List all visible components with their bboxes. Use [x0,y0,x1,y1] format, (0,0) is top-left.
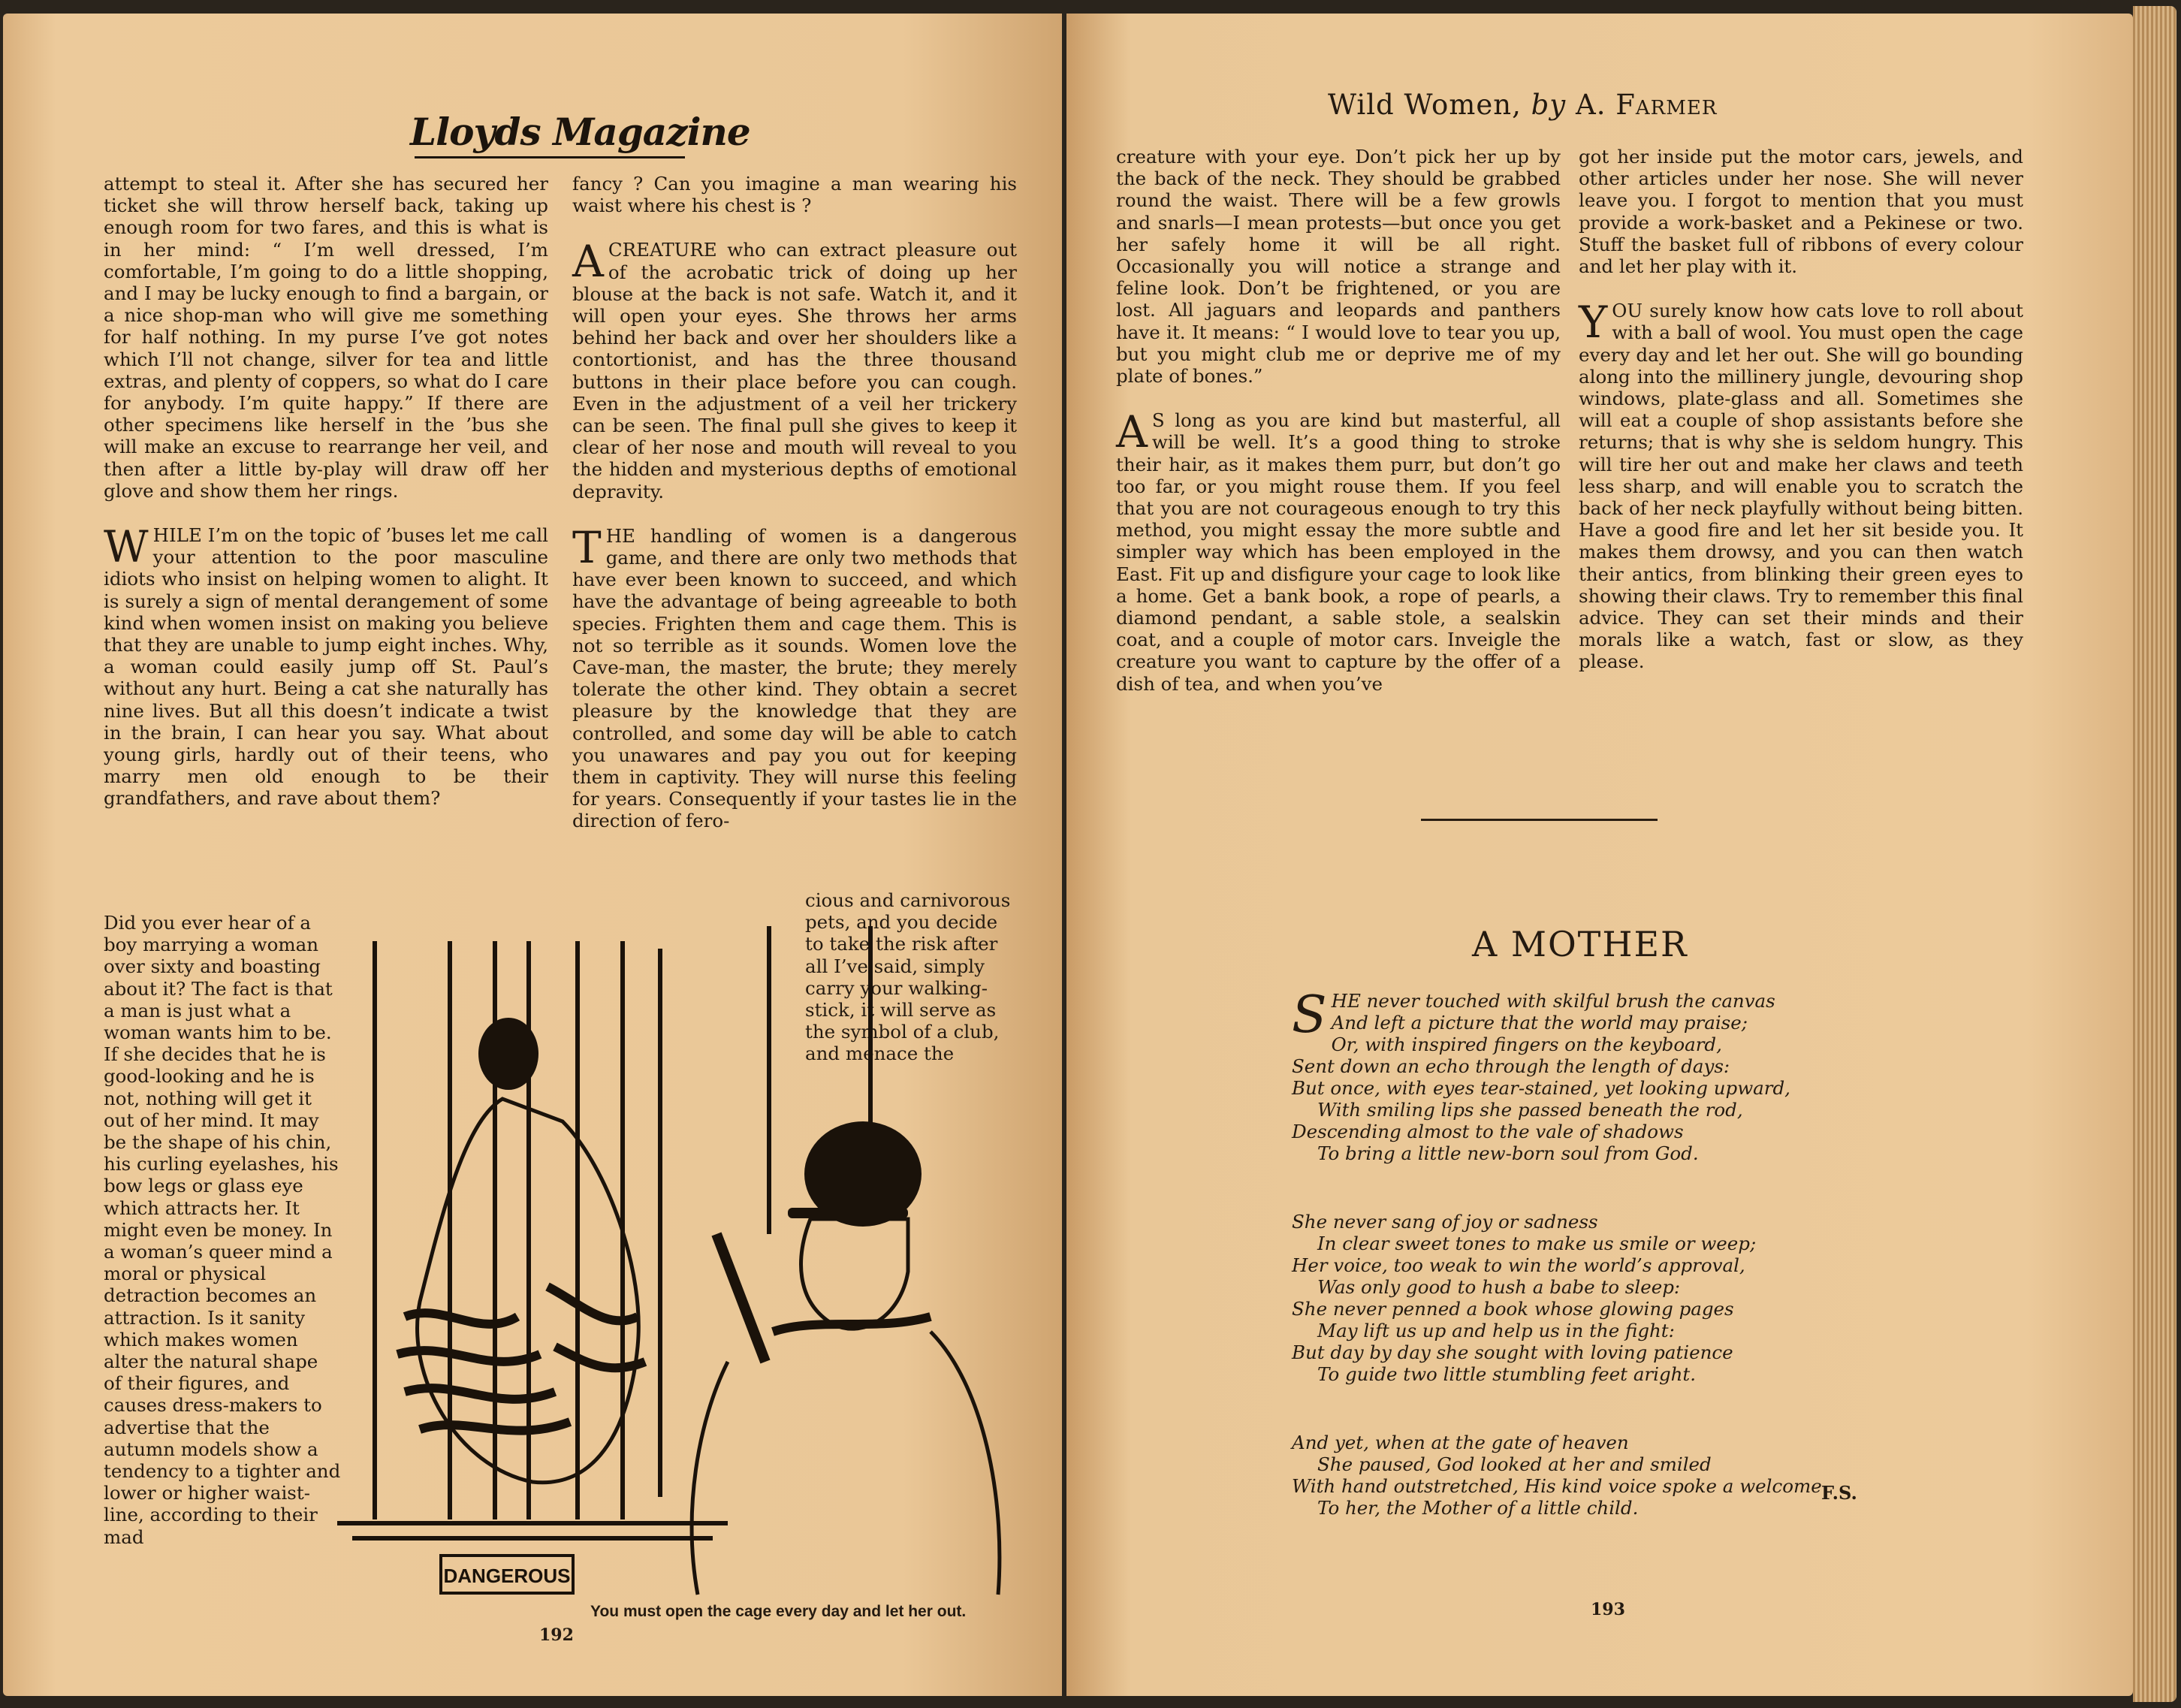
poem-line: But once, with eyes tear-stained, yet looking upward, [1292,1077,1790,1099]
right-page [1066,14,2133,1696]
cage-illustration [307,896,1009,1617]
poem-line: She never sang of joy or sadness [1292,1211,1598,1233]
book-page-edges [2133,6,2176,1702]
paragraph: THE handling of women is a dangerous game, and there are only two methods that have ever been known to succeed, and which have the advantage of being agreeable to both species. Frighten them and cage them. This is not so terrible as it sounds. Women love the Cave-man, the master, the brute; they merely tolerate the other kind. They obtain a secret pleasure by the knowledge that they are controlled, and some day will be able to catch you unawares and pay you out for keeping them in captivity. They will nurse this feeling for years. Consequently if your tastes lie in the direction of fero- [572,521,1017,832]
left-column-2 [572,173,1017,832]
page-number: 193 [1591,1600,1625,1619]
paragraph: YOU surely know how cats love to roll about with a ball of wool. You must open the cage every day and let her out. She will go bounding along into the millinery jungle, devouring shop windows, plate-glass and all. Sometimes she will eat a couple of shop assistants before she returns; that is why she is seldom hungry. This will tire her out and make her claws and teeth less sharp, and will enable you to scratch the back of her neck playfully without being bitten. Have a good fire and let her sit beside you. It makes them drowsy, and you can then watch their antics, from blinking their green eyes to showing their claws. Try to remember this final advice. They can set their minds and their morals like a watch, fast or slow, as they please. [1579,297,2023,673]
poem-body [1292,985,1893,1565]
poem-line: She paused, God looked at her and smiled [1317,1453,1712,1475]
sign-text: DANGEROUS [443,1565,571,1587]
poem-line: In clear sweet tones to make us smile or weep; [1317,1233,1757,1254]
poem-line: She never penned a book whose glowing pages [1292,1298,1734,1320]
byline-by: by [1531,89,1567,121]
masthead-underline [415,156,685,158]
drop-cap: S [1292,985,1327,1045]
poem-stanza [1292,985,1893,1164]
paragraph: WHILE I’m on the topic of ’buses let me call your attention to the poor masculine idiots who insist on helping women to alight. It is surely a sign of mental derangement of some kind when women insist on making you believe that they are unable to jump eight inches. Why, a woman could easily jump off St. Paul’s without any hurt. Being a cat she naturally has nine lives. But all this doesn’t indicate a twist in the brain, I can hear you say. What about young girls, hardly out of their teens, who marry men old enough to be their grandfathers, and rave about them? [104,521,548,810]
poem-signature: F.S. [1821,1482,1857,1504]
left-column-1-narrow [104,912,341,1571]
right-column-1 [1116,146,1561,695]
running-head [1328,89,1717,121]
poem-line: Her voice, too weak to win the world’s approval, [1292,1254,1745,1276]
poem-line: And yet, when at the gate of heaven [1292,1432,1629,1453]
article-title: Wild Women, [1328,89,1522,121]
poem-line: To her, the Mother of a little child. [1317,1497,1639,1519]
poem-line: Sent down an echo through the length of days: [1292,1055,1730,1077]
poem-stanza [1292,1432,1893,1519]
left-column-1 [104,173,548,810]
author-name: A. Farmer [1575,89,1718,121]
drop-cap: A [572,236,604,288]
poem-stanza [1292,1211,1893,1385]
poem-line: To guide two little stumbling feet aright. [1317,1363,1697,1385]
section-divider [1421,819,1658,821]
poem-line: With smiling lips she passed beneath the rod, [1317,1099,1743,1121]
masthead-logo: Lloyds Magazine [410,110,750,154]
paragraph: ACREATURE who can extract pleasure out of the acrobatic trick of doing up her blouse at the back is not safe. Watch it, and it will open your eyes. She throws her arms behind her back and over her shoulders like a contortionist, and has the three thousand buttons in their place before you can cough. Even in the adjustment of a veil her trickery can be seen. The final pull she gives to keep it clear of her nose and mouth will reveal to you the hidden and mysterious depths of emotional depravity. [572,236,1017,502]
poem-line: Was only good to hush a babe to sleep: [1317,1276,1681,1298]
page-number: 192 [539,1625,574,1645]
drop-cap: W [104,521,149,573]
drop-cap: T [572,521,602,573]
drop-cap: Y [1579,297,1608,349]
paragraph: got her inside put the motor cars, jewels, and other articles under her nose. She will never leave you. I forgot to mention that you must provide a work-basket and a Pekinese or two. Stuff the basket full of ribbons of every colour and let her play with it. [1579,146,2023,278]
poem-line: But day by day she sought with loving patience [1292,1341,1733,1363]
paragraph: fancy ? Can you imagine a man wearing his waist where his chest is ? [572,173,1017,217]
poem-line: And left a picture that the world may praise; [1331,1012,1748,1034]
poem-title: A MOTHER [1472,924,1688,964]
paragraph: Did you ever hear of a boy marrying a woman over sixty and boasting about it? The fact is that a man is just what a woman wants him to be. If she decides that he is good-looking and he is not, nothing will get it out of her mind. It may be the shape of his chin, his curling eyelashes, his bow legs or glass eye which attracts her. It might even be money. In a woman’s queer mind a moral or physical detraction becomes an attraction. Is it sanity which makes women alter the natural shape of their figures, and causes dress-makers to advertise that the autumn models show a tendency to a tighter and lower or higher waist-line, according to their mad [104,912,341,1548]
right-column-2 [1579,146,2023,673]
poem-line: To bring a little new-born soul from God. [1317,1142,1699,1164]
paragraph: cious and carnivorous pets, and you decide to take the risk after all I’ve said, simply carry your walking-stick, it will serve as the symbol of a club, and menace the [805,889,1011,1065]
drop-cap: A [1116,406,1148,458]
paragraph: attempt to steal it. After she has secured her ticket she will throw herself back, taking up enough room for two fares, and this is what is in her mind: “ I’m well dressed, I’m comfortable, I’m going to do a little shopping, and I may be lucky enough to find a bargain, or a nice shop-man who will give me something for half nothing. In my purse I’ve got notes which I’ll not change, silver for tea and little extras, and plenty of coppers, so what do I care for anybody. I’m quite happy.” If there are other specimens like herself in the ’bus she will make an excuse to rearrange her veil, and then after a little by-play will draw off her glove and show them her rings. [104,173,548,502]
illustration-caption: You must open the cage every day and let her out. [590,1603,967,1620]
poem-line: With hand outstretched, His kind voice spoke a welcome [1292,1475,1822,1497]
paragraph: creature with your eye. Don’t pick her up by the back of the neck. They should be grabbed round the waist. There will be a few growls and snarls—I mean protests—but once you get her safely home it will be all right. Occasionally you will notice a strange and feline look. Don’t be frightened, or you are lost. All jaguars and leopards and panthers have it. It means: “ I would love to tear you up, but you might club me or deprive me of my plate of bones.” [1116,146,1561,388]
poem-line: Descending almost to the vale of shadows [1292,1121,1684,1142]
paragraph: A S long as you are kind but masterful, all will be well. It’s a good thing to stroke their hair, as it makes them purr, but don’t go too far, or you might rouse them. If you feel that you are not courageous enough to try this method, you might essay the more subtle and simpler way which has been employed in the East. Fit up and disfigure your cage to look like a home. Get a bank book, a rope of pearls, a diamond pendant, a sable stole, a sealskin coat, and a couple of motor cars. Inveigle the creature you want to capture by the offer of a dish of tea, and when you’ve [1116,406,1561,695]
left-page [3,14,1062,1696]
poem-line: May lift us up and help us in the fight: [1317,1320,1675,1341]
poem-line: HE never touched with skilful brush the canvas [1331,990,1775,1012]
poem-line: Or, with inspired fingers on the keyboard, [1331,1034,1722,1055]
